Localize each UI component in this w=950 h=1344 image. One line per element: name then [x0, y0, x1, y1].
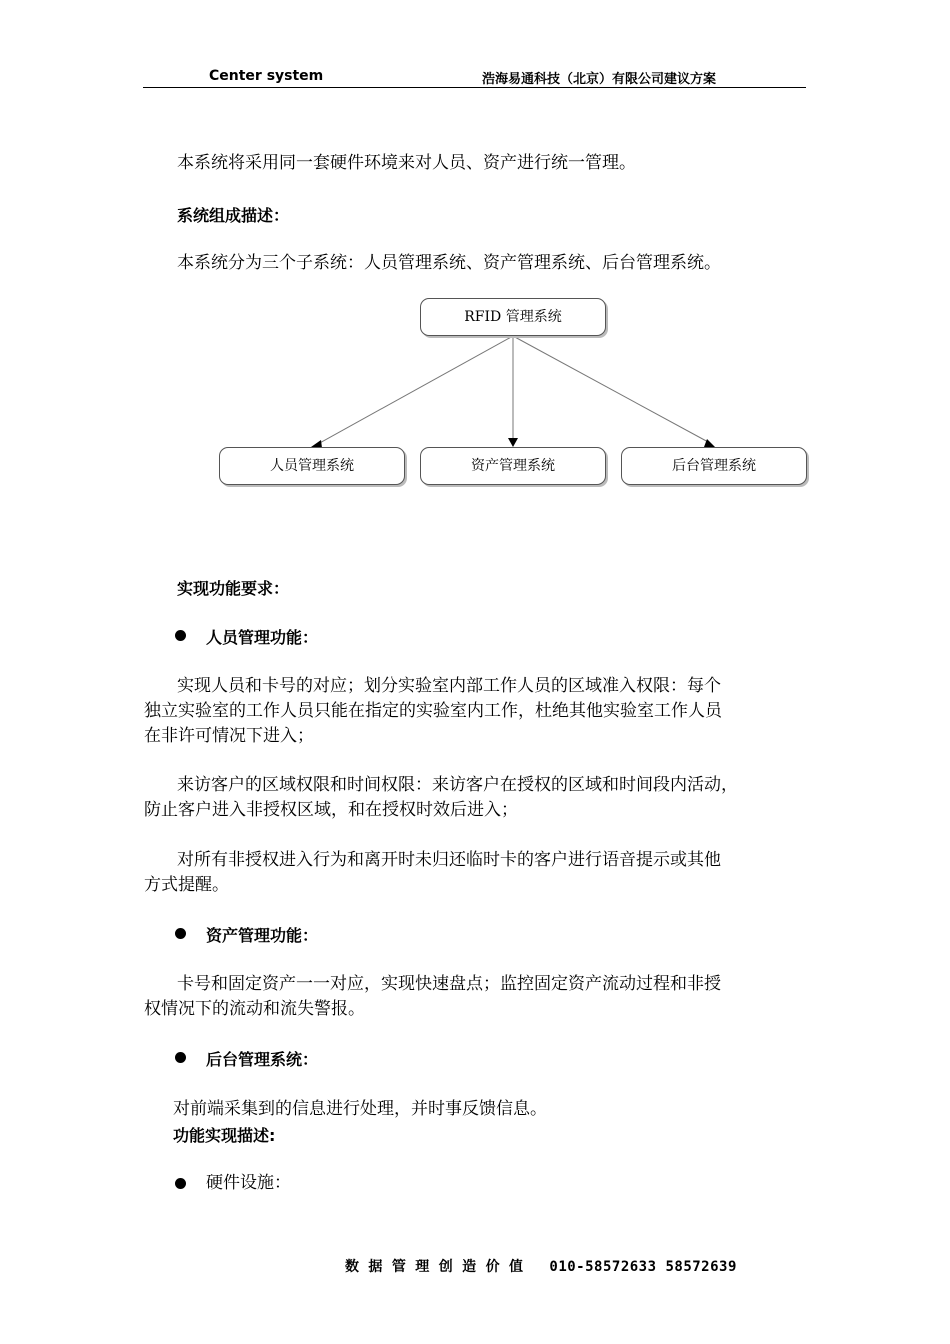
- footer-phones: 010-58572633 58572639: [549, 1259, 737, 1275]
- header-left-title: Center system: [209, 68, 324, 84]
- footer-slogan: 数 据 管 理 创 造 价 值: [345, 1259, 524, 1275]
- visitor-line-2: 防止客户进入非授权区域，和在授权时效后进入；: [144, 800, 518, 820]
- personnel-line-2: 独立实验室的工作人员只能在指定的实验室内工作，杜绝其他实验室工作人员: [144, 701, 722, 721]
- assets-line-1: 卡号和固定资产一一对应，实现快速盘点；监控固定资产流动过程和非授: [177, 974, 721, 994]
- diagram-node-personnel: 人员管理系统: [219, 447, 405, 485]
- assets-line-2: 权情况下的流动和流失警报。: [144, 999, 365, 1019]
- assets-title: 资产管理功能：: [206, 926, 319, 945]
- alert-line-2: 方式提醒。: [144, 875, 229, 895]
- backend-paragraph: 对前端采集到的信息进行处理，并时事反馈信息。: [173, 1099, 547, 1119]
- footer: [345, 1256, 737, 1276]
- diagram-root-node: RFID 管理系统: [420, 298, 606, 336]
- personnel-line-3: 在非许可情况下进入；: [144, 726, 314, 746]
- composition-paragraph: 本系统分为三个子系统：人员管理系统、资产管理系统、后台管理系统。: [177, 253, 721, 273]
- connector-right: [513, 336, 710, 443]
- composition-heading: 系统组成描述：: [177, 206, 290, 225]
- hardware-item: 硬件设施：: [206, 1173, 291, 1193]
- visitor-line-1: 来访客户的区域权限和时间权限：来访客户在授权的区域和时间段内活动，: [177, 775, 738, 795]
- requirements-heading: 实现功能要求：: [177, 579, 290, 598]
- bullet-icon: [175, 928, 186, 939]
- connector-left: [316, 336, 513, 445]
- bullet-icon: [175, 1052, 186, 1063]
- implementation-heading: 功能实现描述:: [173, 1126, 276, 1145]
- system-diagram: [0, 0, 950, 520]
- header-company-title: 浩海易通科技（北京）有限公司建议方案: [482, 72, 717, 87]
- backend-title: 后台管理系统：: [206, 1050, 319, 1069]
- alert-line-1: 对所有非授权进入行为和离开时未归还临时卡的客户进行语音提示或其他: [177, 850, 721, 870]
- arrowhead-center: [508, 438, 518, 447]
- personnel-line-1: 实现人员和卡号的对应；划分实验室内部工作人员的区域准入权限：每个: [177, 676, 721, 696]
- personnel-title: 人员管理功能：: [206, 628, 319, 647]
- diagram-connectors: [0, 0, 950, 520]
- intro-paragraph: 本系统将采用同一套硬件环境来对人员、资产进行统一管理。: [177, 153, 636, 173]
- diagram-node-backend: 后台管理系统: [621, 447, 807, 485]
- bullet-icon: [175, 630, 186, 641]
- diagram-node-assets: 资产管理系统: [420, 447, 606, 485]
- bullet-icon: [175, 1178, 186, 1189]
